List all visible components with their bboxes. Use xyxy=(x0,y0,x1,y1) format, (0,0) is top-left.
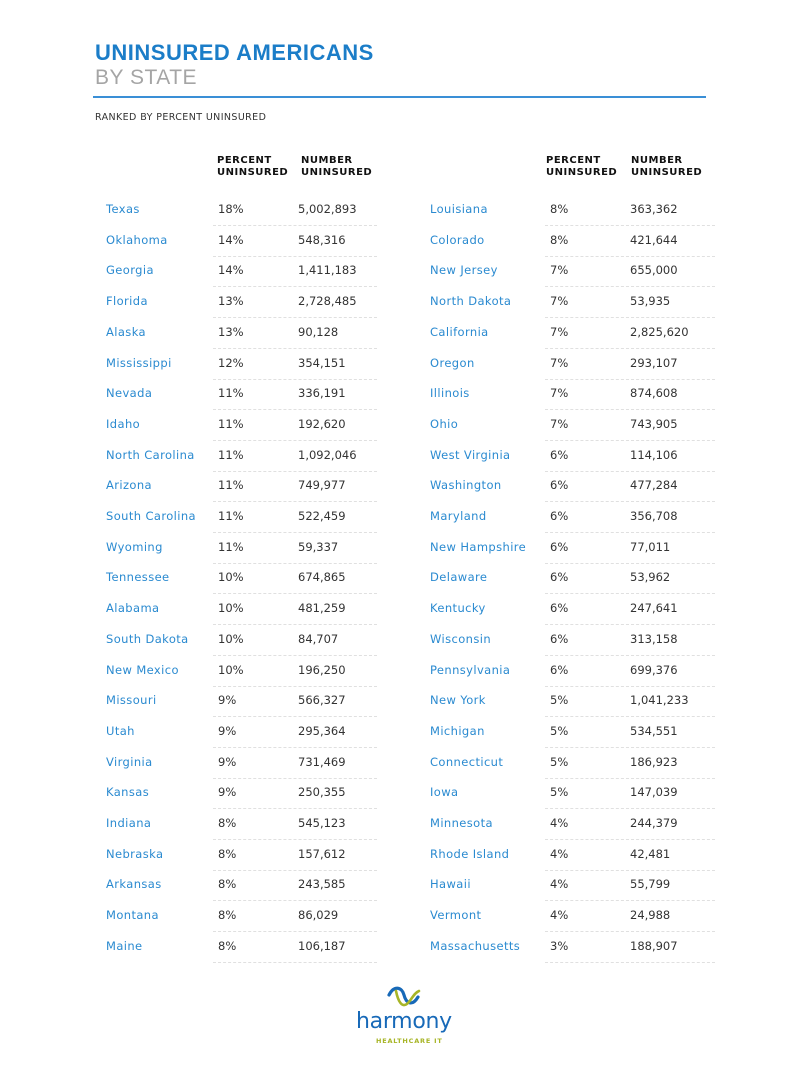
percent-uninsured: 10% xyxy=(218,570,244,585)
row-divider xyxy=(213,379,377,380)
state-name: South Dakota xyxy=(106,631,189,646)
state-name: California xyxy=(430,324,489,339)
row-divider xyxy=(213,225,377,226)
percent-uninsured: 7% xyxy=(550,263,569,278)
state-name: Minnesota xyxy=(430,816,493,830)
number-uninsured: 77,011 xyxy=(630,539,671,554)
number-uninsured: 295,364 xyxy=(298,723,346,738)
percent-uninsured: 12% xyxy=(218,355,244,370)
number-uninsured: 247,641 xyxy=(630,601,678,616)
percent-uninsured: 9% xyxy=(218,723,237,738)
row-divider xyxy=(545,747,715,748)
title-divider xyxy=(93,96,706,98)
state-name: North Carolina xyxy=(106,447,195,462)
row-divider xyxy=(213,839,377,840)
row-divider xyxy=(545,624,715,625)
row-divider xyxy=(545,501,715,502)
number-uninsured: 545,123 xyxy=(298,816,346,830)
state-name: Utah xyxy=(106,723,135,738)
number-uninsured: 1,411,183 xyxy=(298,263,357,278)
header-line: UNINSURED xyxy=(546,167,618,178)
state-name: Montana xyxy=(106,908,159,923)
percent-uninsured: 3% xyxy=(550,938,569,953)
row-divider xyxy=(545,655,715,656)
percent-uninsured: 6% xyxy=(550,478,569,493)
row-divider xyxy=(545,532,715,533)
number-uninsured: 42,481 xyxy=(630,846,671,861)
number-uninsured: 84,707 xyxy=(298,631,339,646)
percent-uninsured: 13% xyxy=(218,324,244,339)
state-name: Kentucky xyxy=(430,601,486,616)
state-name: South Carolina xyxy=(106,509,196,523)
number-uninsured: 186,923 xyxy=(630,754,678,769)
row-divider xyxy=(213,931,377,932)
right-number-header xyxy=(631,155,702,179)
number-uninsured: 86,029 xyxy=(298,908,339,923)
left-number-header xyxy=(301,155,372,179)
number-uninsured: 2,728,485 xyxy=(298,294,357,309)
row-divider xyxy=(545,716,715,717)
row-divider xyxy=(213,900,377,901)
percent-uninsured: 4% xyxy=(550,908,569,923)
percent-uninsured: 9% xyxy=(218,754,237,769)
percent-uninsured: 5% xyxy=(550,723,569,738)
row-divider xyxy=(213,563,377,564)
header-line: PERCENT xyxy=(217,155,272,166)
state-name: Nebraska xyxy=(106,846,164,861)
number-uninsured: 196,250 xyxy=(298,662,346,677)
percent-uninsured: 14% xyxy=(218,232,244,247)
state-name: New York xyxy=(430,693,486,708)
percent-uninsured: 5% xyxy=(550,693,569,708)
row-divider xyxy=(545,808,715,809)
percent-uninsured: 11% xyxy=(218,509,244,523)
percent-uninsured: 8% xyxy=(218,816,237,830)
row-divider xyxy=(545,440,715,441)
percent-uninsured: 6% xyxy=(550,539,569,554)
number-uninsured: 24,988 xyxy=(630,908,671,923)
row-divider xyxy=(213,501,377,502)
number-uninsured: 293,107 xyxy=(630,355,678,370)
harmony-wave-icon xyxy=(386,985,422,1011)
state-name: Tennessee xyxy=(106,570,170,585)
row-divider xyxy=(213,962,377,963)
percent-uninsured: 6% xyxy=(550,447,569,462)
percent-uninsured: 18% xyxy=(218,202,244,216)
row-divider xyxy=(213,348,377,349)
state-name: Delaware xyxy=(430,570,488,585)
page-subtitle: BY STATE xyxy=(95,66,198,89)
row-divider xyxy=(213,286,377,287)
state-name: New Jersey xyxy=(430,263,498,278)
number-uninsured: 356,708 xyxy=(630,509,678,523)
state-name: Texas xyxy=(106,202,140,216)
number-uninsured: 749,977 xyxy=(298,478,346,493)
row-divider xyxy=(213,409,377,410)
percent-uninsured: 8% xyxy=(550,202,569,216)
logo-brand: harmony xyxy=(356,1009,452,1034)
row-divider xyxy=(213,808,377,809)
percent-uninsured: 5% xyxy=(550,785,569,800)
header-line: UNINSURED xyxy=(631,167,703,178)
row-divider xyxy=(213,686,377,687)
percent-uninsured: 7% xyxy=(550,355,569,370)
row-divider xyxy=(545,225,715,226)
state-name: Nevada xyxy=(106,386,153,401)
percent-uninsured: 7% xyxy=(550,324,569,339)
percent-uninsured: 6% xyxy=(550,631,569,646)
number-uninsured: 114,106 xyxy=(630,447,678,462)
state-name: Wisconsin xyxy=(430,631,492,646)
row-divider xyxy=(545,379,715,380)
row-divider xyxy=(545,286,715,287)
percent-uninsured: 4% xyxy=(550,816,569,830)
state-name: Maryland xyxy=(430,509,487,523)
number-uninsured: 2,825,620 xyxy=(630,324,689,339)
row-divider xyxy=(545,931,715,932)
percent-uninsured: 6% xyxy=(550,509,569,523)
harmony-logo xyxy=(352,985,452,1055)
row-divider xyxy=(545,778,715,779)
number-uninsured: 477,284 xyxy=(630,478,678,493)
row-divider xyxy=(213,256,377,257)
state-name: Virginia xyxy=(106,754,153,769)
state-name: Louisiana xyxy=(430,202,488,216)
state-name: Idaho xyxy=(106,416,141,431)
state-name: Arizona xyxy=(106,478,152,493)
number-uninsured: 731,469 xyxy=(298,754,346,769)
state-name: Oregon xyxy=(430,355,475,370)
percent-uninsured: 11% xyxy=(218,386,244,401)
row-divider xyxy=(213,317,377,318)
number-uninsured: 147,039 xyxy=(630,785,678,800)
number-uninsured: 244,379 xyxy=(630,816,678,830)
row-divider xyxy=(213,778,377,779)
percent-uninsured: 7% xyxy=(550,386,569,401)
percent-uninsured: 6% xyxy=(550,662,569,677)
percent-uninsured: 11% xyxy=(218,539,244,554)
row-divider xyxy=(213,747,377,748)
number-uninsured: 1,041,233 xyxy=(630,693,689,708)
row-divider xyxy=(213,870,377,871)
percent-uninsured: 8% xyxy=(218,877,237,892)
number-uninsured: 354,151 xyxy=(298,355,346,370)
number-uninsured: 1,092,046 xyxy=(298,447,357,462)
number-uninsured: 421,644 xyxy=(630,232,678,247)
state-name: Alaska xyxy=(106,324,147,339)
row-divider xyxy=(545,870,715,871)
number-uninsured: 336,191 xyxy=(298,386,346,401)
number-uninsured: 53,935 xyxy=(630,294,671,309)
percent-uninsured: 14% xyxy=(218,263,244,278)
number-uninsured: 313,158 xyxy=(630,631,678,646)
state-name: Colorado xyxy=(430,232,485,247)
percent-uninsured: 11% xyxy=(218,416,244,431)
percent-uninsured: 4% xyxy=(550,877,569,892)
state-name: Connecticut xyxy=(430,754,504,769)
percent-uninsured: 7% xyxy=(550,416,569,431)
percent-uninsured: 9% xyxy=(218,693,237,708)
header-line: UNINSURED xyxy=(301,167,373,178)
state-name: Kansas xyxy=(106,785,150,800)
state-name: Hawaii xyxy=(430,877,471,892)
header-line: NUMBER xyxy=(301,155,353,166)
percent-uninsured: 4% xyxy=(550,846,569,861)
row-divider xyxy=(213,624,377,625)
state-name: Maine xyxy=(106,938,143,953)
right-percent-header xyxy=(546,155,617,179)
state-name: Vermont xyxy=(430,908,482,923)
row-divider xyxy=(213,532,377,533)
row-divider xyxy=(545,686,715,687)
header-line: PERCENT xyxy=(546,155,601,166)
number-uninsured: 243,585 xyxy=(298,877,346,892)
header-line: UNINSURED xyxy=(217,167,289,178)
state-name: North Dakota xyxy=(430,294,512,309)
row-divider xyxy=(213,593,377,594)
state-name: Indiana xyxy=(106,816,152,830)
number-uninsured: 363,362 xyxy=(630,202,678,216)
number-uninsured: 743,905 xyxy=(630,416,678,431)
row-divider xyxy=(213,655,377,656)
percent-uninsured: 8% xyxy=(218,908,237,923)
row-divider xyxy=(545,900,715,901)
state-name: New Hampshire xyxy=(430,539,527,554)
number-uninsured: 655,000 xyxy=(630,263,678,278)
number-uninsured: 250,355 xyxy=(298,785,346,800)
state-name: Mississippi xyxy=(106,355,172,370)
row-divider xyxy=(545,563,715,564)
number-uninsured: 90,128 xyxy=(298,324,339,339)
state-name: West Virginia xyxy=(430,447,511,462)
state-name: Georgia xyxy=(106,263,154,278)
number-uninsured: 188,907 xyxy=(630,938,678,953)
number-uninsured: 106,187 xyxy=(298,938,346,953)
percent-uninsured: 10% xyxy=(218,631,244,646)
number-uninsured: 674,865 xyxy=(298,570,346,585)
number-uninsured: 5,002,893 xyxy=(298,202,357,216)
number-uninsured: 874,608 xyxy=(630,386,678,401)
state-name: Ohio xyxy=(430,416,459,431)
row-divider xyxy=(545,317,715,318)
number-uninsured: 53,962 xyxy=(630,570,671,585)
state-name: Alabama xyxy=(106,601,160,616)
row-divider xyxy=(545,256,715,257)
percent-uninsured: 13% xyxy=(218,294,244,309)
row-divider xyxy=(545,962,715,963)
percent-uninsured: 11% xyxy=(218,447,244,462)
percent-uninsured: 6% xyxy=(550,601,569,616)
percent-uninsured: 11% xyxy=(218,478,244,493)
percent-uninsured: 5% xyxy=(550,754,569,769)
number-uninsured: 157,612 xyxy=(298,846,346,861)
percent-uninsured: 10% xyxy=(218,601,244,616)
row-divider xyxy=(545,348,715,349)
number-uninsured: 566,327 xyxy=(298,693,346,708)
number-uninsured: 59,337 xyxy=(298,539,339,554)
row-divider xyxy=(213,440,377,441)
state-name: Washington xyxy=(430,478,502,493)
percent-uninsured: 7% xyxy=(550,294,569,309)
percent-uninsured: 8% xyxy=(550,232,569,247)
number-uninsured: 548,316 xyxy=(298,232,346,247)
state-name: Oklahoma xyxy=(106,232,168,247)
row-divider xyxy=(545,409,715,410)
number-uninsured: 699,376 xyxy=(630,662,678,677)
page-title: UNINSURED AMERICANS xyxy=(95,40,374,65)
state-name: Missouri xyxy=(106,693,157,708)
state-name: Michigan xyxy=(430,723,485,738)
state-name: Massachusetts xyxy=(430,938,521,953)
state-name: Iowa xyxy=(430,785,459,800)
row-divider xyxy=(545,839,715,840)
percent-uninsured: 10% xyxy=(218,662,244,677)
state-name: New Mexico xyxy=(106,662,179,677)
state-name: Illinois xyxy=(430,386,470,401)
percent-uninsured: 8% xyxy=(218,938,237,953)
state-name: Florida xyxy=(106,294,148,309)
number-uninsured: 522,459 xyxy=(298,509,346,523)
state-name: Arkansas xyxy=(106,877,162,892)
percent-uninsured: 6% xyxy=(550,570,569,585)
number-uninsured: 55,799 xyxy=(630,877,671,892)
ranked-note: RANKED BY PERCENT UNINSURED xyxy=(95,112,267,123)
number-uninsured: 192,620 xyxy=(298,416,346,431)
number-uninsured: 481,259 xyxy=(298,601,346,616)
left-percent-header xyxy=(217,155,288,179)
state-name: Wyoming xyxy=(106,539,163,554)
row-divider xyxy=(213,716,377,717)
percent-uninsured: 8% xyxy=(218,846,237,861)
logo-tagline: HEALTHCARE IT xyxy=(376,1037,443,1045)
state-name: Pennsylvania xyxy=(430,662,511,677)
percent-uninsured: 9% xyxy=(218,785,237,800)
state-name: Rhode Island xyxy=(430,846,510,861)
number-uninsured: 534,551 xyxy=(630,723,678,738)
row-divider xyxy=(545,593,715,594)
row-divider xyxy=(545,471,715,472)
header-line: NUMBER xyxy=(631,155,683,166)
row-divider xyxy=(213,471,377,472)
